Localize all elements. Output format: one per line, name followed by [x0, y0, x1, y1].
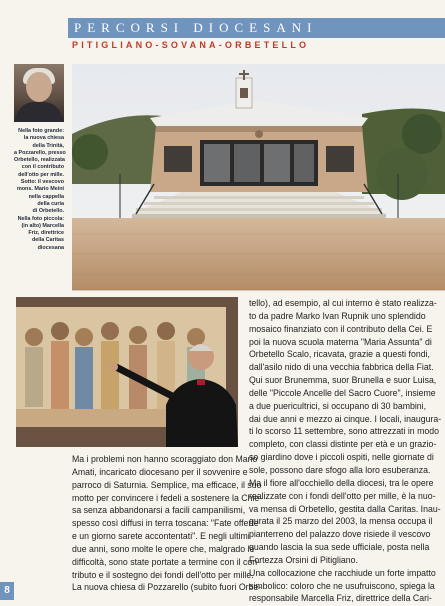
portrait-face — [26, 72, 52, 102]
article-line: delle "Piccole Ancelle del Sacro Cuore", insieme — [249, 387, 436, 398]
caption-line: di Orbetello. — [32, 208, 64, 215]
article-line: motto per convincere i fedeli a sostenere la Chie- — [72, 492, 263, 503]
article-column-1 — [72, 453, 263, 594]
article-line: realizzate con i fondi dell'otto per mille, è la nuo- — [249, 490, 436, 501]
article-line: va mensa di Orbetello, gestita dalla Caritas. Inau- — [249, 503, 441, 514]
caption-line: la nuova chiesa — [23, 135, 64, 142]
article-line: completo, con classi distinte per età e un grazio- — [249, 439, 437, 450]
article-line: poi la nuova scuola materna "Maria Assunta" di — [249, 336, 432, 347]
church-illustration — [72, 64, 445, 290]
article-line: so giardino dove i piccoli ospiti, nelle giornate di — [249, 452, 434, 463]
article-line: tributo e il sostegno dei fondi dell'otto per mille. — [72, 569, 254, 580]
caption-line: con il contributo — [21, 164, 64, 171]
caption-line: (in alto) Marcella — [21, 222, 64, 229]
article-line: spesso così diffusi in terra toscana: "Fate offerte — [72, 518, 259, 529]
caption-line: della curia — [37, 200, 64, 207]
portrait-photo — [14, 64, 64, 122]
article-line: gurata il 25 marzo del 2003, la mensa occupa il — [249, 516, 433, 527]
page-number: 8 — [0, 582, 14, 600]
article-line: Orbetello Scalo, ricavata, grazie a questi fondi, — [249, 349, 430, 360]
diocese-subheading: PITIGLIANO-SOVANA-ORBETELLO — [72, 40, 310, 50]
section-header-band — [68, 18, 445, 38]
caption-line: Nella foto piccola: — [17, 215, 64, 222]
article-line: quando lascia la sua sede ufficiale, posta nella — [249, 542, 430, 553]
article-line: a due puericultrici, si occupano di 30 bambini, — [249, 400, 427, 411]
article-line: sa senza abbandonarsi a facili campanilismi, — [72, 505, 246, 516]
section-title: PERCORSI DIOCESANI — [74, 20, 318, 35]
caption-line: della Caritas — [31, 237, 64, 244]
bishop-photo — [16, 297, 238, 447]
article-column-2 — [249, 297, 445, 605]
caption-line: nella cappella — [28, 193, 64, 200]
article-line: dall'asilo nido di una vecchia fabbrica della Fiat. — [249, 362, 434, 373]
article-line: Amati, incaricato diocesano per il sovvenire e — [72, 466, 248, 477]
article-line: sole, possono dare sfogo alla loro esuberanza. — [249, 464, 431, 475]
caption-line: della Trinità, — [32, 142, 64, 149]
article-line: Una collocazione che racchiude un forte impatto — [249, 567, 436, 578]
article-line: dai due anni e mezzo ai cinque. I locali, inaugura- — [249, 413, 442, 424]
article-line: due anni, sono molte le opere che, malgrado le — [72, 543, 255, 554]
caption-line: Nella foto grande: — [18, 128, 64, 134]
article-line: difficoltà, sono state portate a termine con il con- — [72, 556, 261, 567]
article-line: tello), ad esempio, al cui interno è stato realizza- — [249, 298, 437, 308]
caption-line: mons. Mario Meini — [16, 186, 64, 193]
article-line: to da padre Marko Ivan Rupnik uno splendido — [249, 310, 426, 321]
article-line: Ma i problemi non hanno scoraggiato don Mario — [72, 454, 258, 464]
caption-line: a Pozzarello, presso — [14, 149, 66, 156]
caption-line: Friz, direttrice — [28, 230, 64, 237]
article-line: La nuova chiesa di Pozzarello (subito fuori Orbe- — [72, 582, 262, 593]
article-line: pianterreno del palazzo dove risiede il vescovo — [249, 529, 431, 540]
caption-line: dell'otto per mille. — [18, 171, 64, 178]
article-line: Ma il fiore all'occhiello della diocesi, tra le opere — [249, 477, 434, 488]
portrait-shoulders — [16, 102, 62, 122]
article-line: ti lo scorso 11 settembre, sono attrezzati in modo — [249, 426, 439, 437]
article-line: Qui suor Brunemma, suor Brunella e suor Luisa, — [249, 375, 437, 386]
bishop-illustration — [16, 297, 238, 447]
article-line: responsabile Marcella Friz, direttrice della Cari- — [249, 593, 432, 604]
caption-line: Orbetello, realizzata — [14, 157, 65, 164]
article-line: parroco di Saturnia. Semplice, ma efficace, il suo — [72, 479, 262, 490]
photo-caption — [14, 128, 64, 252]
article-line: simbolico: coloro che ne usufruiscono, spiega la — [249, 580, 435, 591]
caption-line: diocesana — [37, 244, 64, 251]
article-line: Fortezza Orsini di Pitigliano. — [249, 554, 358, 565]
caption-line: Sotto: il vescovo — [20, 179, 64, 186]
article-line: mosaico finanziato con il contributo della Cei. E — [249, 323, 433, 334]
article-line: e un giorno sarete accontentati". E negli ultimi — [72, 531, 250, 542]
church-photo — [72, 64, 445, 291]
